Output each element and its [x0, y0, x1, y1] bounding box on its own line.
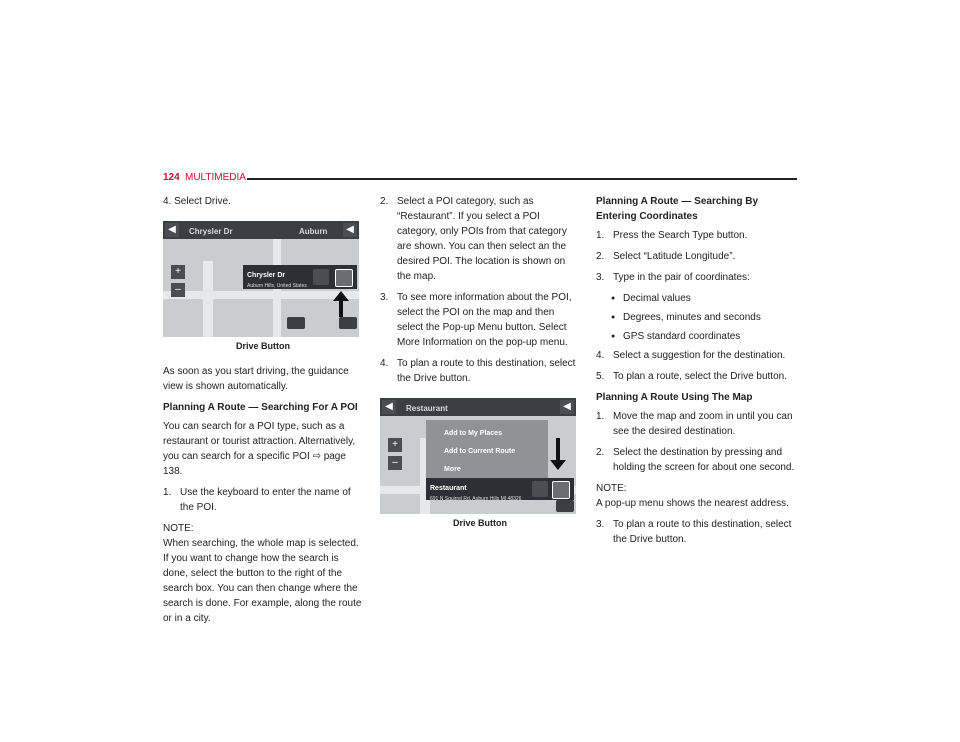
location-popup[interactable]	[426, 478, 574, 500]
bullet-item: ● Decimal values	[596, 291, 796, 306]
popup-title: Chrysler Dr	[247, 272, 286, 279]
zoom-out-icon[interactable]: –	[388, 456, 402, 470]
drive-icon[interactable]	[552, 481, 570, 499]
menu-add-places[interactable]: Add to My Places	[444, 430, 502, 437]
list-item: 2. Select the destination by pressing and holding the screen for about one second.	[596, 447, 795, 473]
popup-title: Restaurant	[430, 485, 467, 492]
list-item: 2. Select “Latitude Longitude”.	[596, 251, 736, 262]
section-title: MULTIMEDIA	[185, 172, 246, 183]
column-2	[380, 194, 580, 541]
step-4: 4. Select Drive.	[163, 196, 231, 207]
menu-dots-icon[interactable]	[313, 269, 329, 285]
page-header	[163, 172, 797, 186]
drive-button-figure-2	[380, 398, 576, 514]
back-icon[interactable]: ◀	[382, 400, 396, 414]
street-label: Chrysler Dr	[189, 227, 233, 236]
list-item: 3. Type in the pair of coordinates:	[596, 272, 750, 283]
menu-more[interactable]: More	[444, 466, 461, 473]
page-number: 124	[163, 172, 180, 183]
list-item: 3. To plan a route to this destination, select the Drive button.	[596, 519, 792, 545]
list-icon[interactable]	[287, 317, 305, 329]
back-icon[interactable]: ◀	[165, 223, 179, 237]
back-icon-right[interactable]: ◀	[343, 223, 357, 237]
zoom-in-icon[interactable]: +	[171, 265, 185, 279]
bullet-item: ● Degrees, minutes and seconds	[596, 310, 796, 325]
popup-subtitle: 691 N Squirrel Rd, Auburn Hills MI 48326	[430, 496, 522, 502]
figure-caption-1: Drive Button	[236, 341, 290, 351]
bullet-item: ● GPS standard coordinates	[596, 329, 796, 344]
figure-caption-2: Drive Button	[453, 518, 507, 528]
poi-paragraph: You can search for a POI type, such as a restaurant or tourist attraction. Alternatively, you can search for a specific POI ⇨ page 138.	[163, 421, 356, 477]
drive-icon[interactable]	[335, 269, 353, 287]
list-item: 1. Use the keyboard to enter the name of the POI.	[163, 487, 351, 513]
note-text: A pop-up menu shows the nearest address.	[596, 498, 789, 509]
back-icon-right[interactable]: ◀	[560, 400, 574, 414]
column-3	[596, 194, 796, 553]
drive-button-figure-1	[163, 221, 359, 337]
note-text: When searching, the whole map is selected. If you want to change how the search is done, select the button to the right of the search box. You can then change where the search is done. For example, along the route or in a city.	[163, 538, 362, 624]
note-label: NOTE:	[596, 483, 627, 494]
keypad-icon[interactable]	[339, 317, 357, 329]
city-label: Auburn	[299, 227, 328, 236]
header-rule	[247, 178, 797, 180]
list-item: 4. Select a suggestion for the destination.	[596, 350, 786, 361]
list-item: 1. Move the map and zoom in until you can see the desired destination.	[596, 411, 793, 437]
search-type-icon[interactable]	[530, 401, 544, 413]
guidance-paragraph: As soon as you start driving, the guidance view is shown automatically.	[163, 366, 349, 392]
location-popup[interactable]	[243, 265, 357, 289]
list-item: 5. To plan a route, select the Drive button.	[596, 371, 787, 382]
search-bar	[380, 398, 576, 416]
page-ref-icon: ⇨	[312, 451, 321, 462]
popup-subtitle: Auburn Hills, United States	[247, 283, 307, 289]
list-item: 4. To plan a route to this destination, select the Drive button.	[380, 358, 576, 384]
menu-add-route[interactable]: Add to Current Route	[444, 448, 516, 455]
arrow-indicator-icon	[333, 291, 349, 301]
heading-poi-search: Planning A Route — Searching For A POI	[163, 402, 358, 413]
zoom-in-icon[interactable]: +	[388, 438, 402, 452]
nav-top-bar	[163, 221, 359, 239]
page-ref[interactable]: page 138.	[163, 451, 346, 477]
menu-dots-icon[interactable]	[532, 481, 548, 497]
list-item: 1. Press the Search Type button.	[596, 230, 748, 241]
heading-map-route: Planning A Route Using The Map	[596, 392, 753, 403]
keypad-icon[interactable]	[556, 500, 574, 512]
popup-menu	[426, 420, 548, 478]
search-text[interactable]: Restaurant	[406, 404, 448, 413]
note-label: NOTE:	[163, 523, 194, 534]
column-1	[163, 194, 363, 632]
heading-coordinates: Planning A Route — Searching By Entering Coordinates	[596, 196, 759, 222]
list-item: 3. To see more information about the POI, select the POI on the map and then select the Pop-up Menu button. Select More Information on the pop-up menu.	[380, 292, 572, 348]
zoom-out-icon[interactable]: –	[171, 283, 185, 297]
list-item: 2. Select a POI category, such as “Restaurant”. If you select a POI category, only POIs from that category are shown. You can then select an the desired POI. The location is shown on the map.	[380, 196, 567, 282]
arrow-indicator-icon	[550, 460, 566, 470]
